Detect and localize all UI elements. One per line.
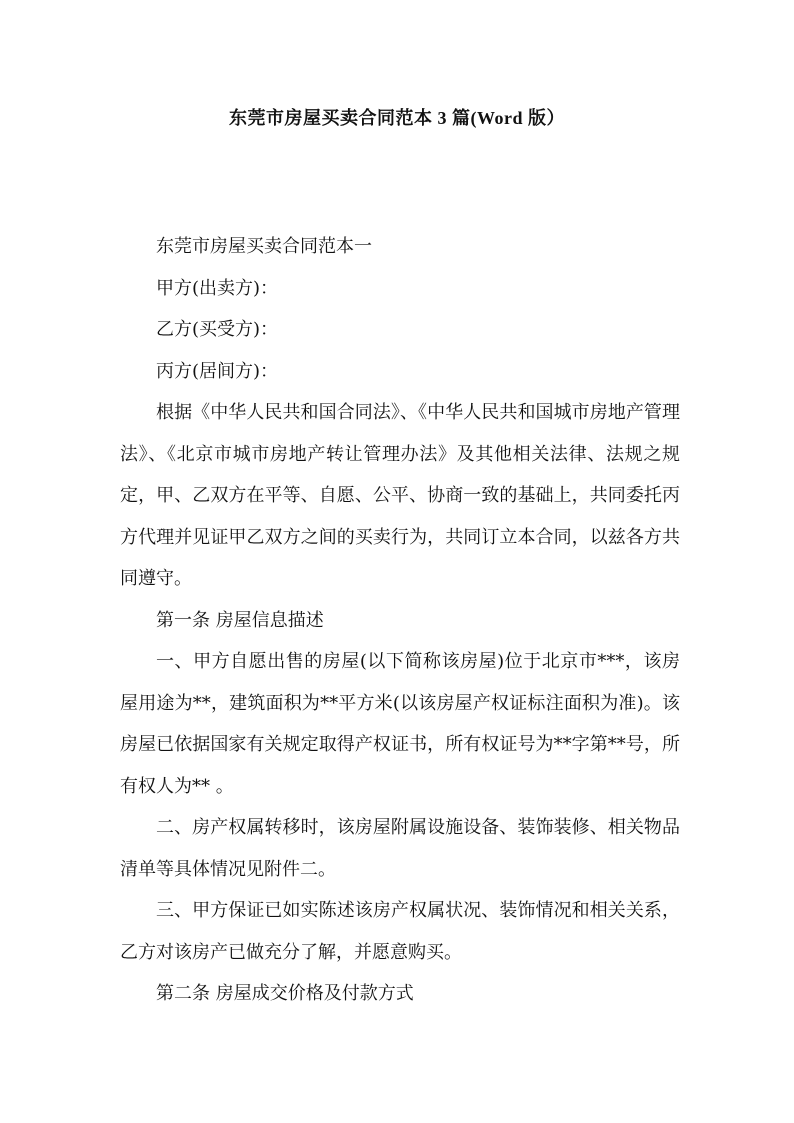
contract-subtitle: 东莞市房屋买卖合同范本一 — [156, 236, 372, 257]
party-b-line: 乙方(买受方)： — [156, 319, 279, 340]
document-body — [120, 226, 680, 1015]
party-c-line: 丙方(居间方)： — [156, 360, 279, 382]
article-1-clause-2: 二、房产权属转移时，该房屋附属设施设备、装饰装修、相关物品清单等具体情况见附件二。 — [120, 817, 680, 880]
document-title: 东莞市房屋买卖合同范本 3 篇(Word 版） — [229, 108, 565, 128]
article-1-clause-1: 一、甲方自愿出售的房屋(以下简称该房屋)位于北京市***，该房屋用途为**，建筑面积为**平方米(以该房屋产权证标注面积为准)。该房屋已依据国家有关规定取得产权证书，所有权证号为**字第**号，所有权人为** 。 — [120, 651, 680, 797]
article-1-heading: 第一条 房屋信息描述 — [156, 609, 324, 631]
party-a-line: 甲方(出卖方)： — [156, 277, 279, 299]
preamble-paragraph: 根据《中华人民共和国合同法》、《中华人民共和国城市房地产管理法》、《北京市城市房地产转让管理办法》及其他相关法律、法规之规定，甲、乙双方在平等、自愿、公平、协商一致的基础上，共同委托丙方代理并见证甲乙双方之间的买卖行为，共同订立本合同，以兹各方共同遵守。 — [120, 402, 680, 589]
article-2-heading: 第二条 房屋成交价格及付款方式 — [156, 983, 414, 1004]
article-1-clause-3: 三、甲方保证已如实陈述该房产权属状况、装饰情况和相关关系，乙方对该房产已做充分了解，并愿意购买。 — [120, 900, 680, 963]
